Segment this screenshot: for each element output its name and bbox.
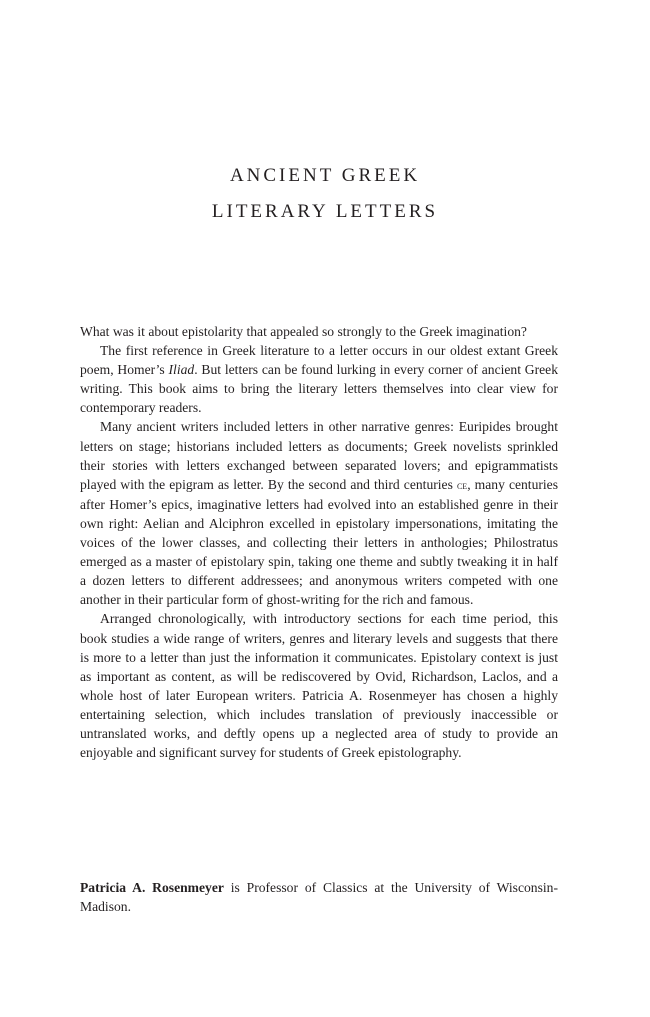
era-abbreviation: ce xyxy=(456,477,468,492)
book-title-line-1: ANCIENT GREEK xyxy=(229,165,421,186)
description-paragraph-2 xyxy=(80,341,558,417)
description-paragraph-3 xyxy=(80,417,558,609)
book-title xyxy=(0,158,650,230)
book-title-line-2: LITERARY LETTERS xyxy=(211,201,439,222)
paragraph-2-text-end: . But letters can be found lurking in every corner of ancient Greek writing. This book aims to bring the literary letters themselves into clear view for contemporary readers. xyxy=(80,362,559,416)
description-paragraph-4: Arranged chronologically, with introductory sections for each time period, this book studies a wide range of writers, genres and literary levels and suggests that there is more to a letter than just the information it communicates. Epistolary context is just as important as content, as will be rediscovered by Ovid, Richardson, Laclos, and a whole host of later European writers. Patricia A. Rosenmeyer has chosen a highly entertaining selection, which includes translation of previously inaccessible or untranslated works, and deftly opens up a neglected area of study to provide an enjoyable and significant survey for students of Greek epistolography. xyxy=(80,611,558,761)
description-paragraph-1: What was it about epistolarity that appealed so strongly to the Greek imagination? xyxy=(80,324,527,339)
author-bio-text: is Professor of Classics at the University of Wisconsin-Madison. xyxy=(80,880,558,915)
author-bio xyxy=(80,878,558,916)
author-name: Patricia A. Rosenmeyer xyxy=(80,880,224,895)
paragraph-3-text-end: , many centuries after Homer’s epics, imaginative letters had evolved into an established genre in their own right: Aelian and Alciphron excelled in epistolary impersonations, imitating the voices of the lower classes, and collecting their letters in anthologies; Philostratus emerged as a master of epistolary spin, taking one theme and subtly tweaking it in half a dozen letters to different addressees; and anonymous writers competed with one another in their particular form of ghost-writing for the rich and famous. xyxy=(80,476,559,608)
paragraph-2-text-start: The first reference in Greek literature to a letter occurs in our oldest extant Greek poem, Homer’s xyxy=(80,343,558,378)
book-description xyxy=(80,322,558,762)
paragraph-3-text-start: Many ancient writers included letters in other narrative genres: Euripides brought letters on stage; historians included letters as documents; Greek novelists sprinkled their stories with letters exchanged between separated lovers; and epigrammatists played with the epigram as letter. By the second and third centuries xyxy=(80,419,558,492)
iliad-title: Iliad xyxy=(168,362,195,378)
